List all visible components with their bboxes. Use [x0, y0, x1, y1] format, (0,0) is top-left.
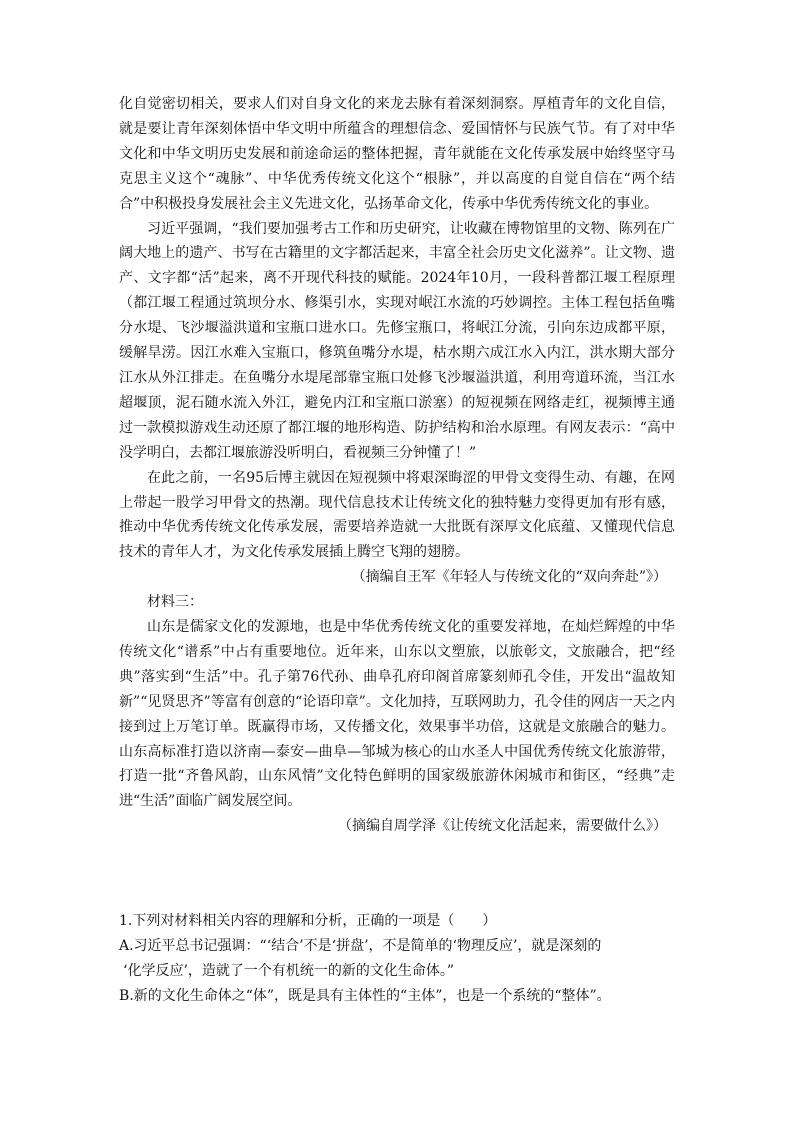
question-1-stem: 1.下列对材料相关内容的理解和分析，正确的一项是（ ）	[119, 913, 497, 929]
question-1-option-a-continued: ‘化学反应’，造就了一个有机统一的新的文化生命体。”	[123, 962, 455, 979]
source-citation-zhouxueze: （摘编自周学泽《让传统文化活起来，需要做什么》）	[338, 818, 667, 835]
question-1-option-a: A.习近平总书记强调：“‘结合’不是‘拼盘’，不是简单的‘物理反应’，就是深刻的	[119, 937, 602, 954]
source-citation-wangjun: （摘编自王军《年轻人与传统文化的“双向奔赴”》）	[351, 569, 667, 586]
paragraph-archaeology-dujiangyan: 习近平强调，“我们要加强考古工作和历史研究，让收藏在博物馆里的文物、陈列在广阔大地上的遗产、书写在古籍里的文字都活起来，丰富全社会历史文化滋养”。让文物、遗产、文字都“活”起来，离不开现代科技的赋能。2024年10月，一段科普都江堰工程原理（都江堰工程通过筑坝分水、修渠引水，实现对岷江水流的巧妙调控。主体工程包括鱼嘴分水堤、飞沙堰溢洪道和宝瓶口进水口。先修宝瓶口，将岷江分流，引向东边成都平原，缓解旱涝。因江水难入宝瓶口，修筑鱼嘴分水堤，枯水期六成江水入内江，洪水期大部分江水从外江排走。在鱼嘴分水堤尾部靠宝瓶口处修飞沙堰溢洪道，利用弯道环流，当江水超堰顶，泥石随水流入外江，避免内江和宝瓶口淤塞）的短视频在网络走红，视频博主通过一款模拟游戏生动还原了都江堰的地形构造、防护结构和治水原理。有网友表示：“高中没学明白，去都江堰旅游没听明白，看视频三分钟懂了！”	[119, 220, 675, 461]
paragraph-oracle-bone: 在此之前，一名95后博主就因在短视频中将艰深晦涩的甲骨文变得生动、有趣，在网上带起一股学习甲骨文的热潮。现代信息技术让传统文化的独特魅力变得更加有形有感，推动中华优秀传统文化传承发展，需要培养造就一大批既有深厚文化底蕴、又懂现代信息技术的青年人才，为文化传承发展插上腾空飞翔的翅膀。	[119, 469, 675, 561]
paragraph-cultural-confidence: 化自觉密切相关，要求人们对自身文化的来龙去脉有着深刻洞察。厚植青年的文化自信，就是要让青年深刻体悟中华文明中所蕴含的理想信念、爱国情怀与民族气节。有了对中华文化和中华文明历史发展和前途命运的整体把握，青年就能在文化传承发展中始终坚守马克思主义这个“魂脉”、中华优秀传统文化这个“根脉”，并以高度的自觉自信在“两个结合”中积极投身发展社会主义先进文化，弘扬革命文化，传承中华优秀传统文化的事业。	[119, 96, 675, 212]
question-block	[119, 909, 675, 1009]
paragraph-shandong: 山东是儒家文化的发源地，也是中华优秀传统文化的重要发祥地，在灿烂辉煌的中华传统文化“谱系”中占有重要地位。近年来，山东以文塑旅，以旅彰文，文旅融合，把“经典”落实到“生活”中。孔子第76代孙、曲阜孔府印阁首席篆刻师孔令佳，开发出“温故知新”“见贤思齐”等富有创意的“论语印章”。文化加持，互联网助力，孔令佳的网店一天之内接到过上万笔订单。既赢得市场，又传播文化，效果事半功倍，这就是文旅融合的魅力。山东高标准打造以济南—泰安—曲阜—邹城为核心的山水圣人中国优秀传统文化旅游带，打造一批“齐鲁风韵，山东风情”文化特色鲜明的国家级旅游休闲城市和街区，“经典”走进“生活”面临广阔发展空间。	[119, 619, 675, 810]
material-three-heading: 材料三：	[147, 594, 203, 611]
question-1-option-b: B.新的文化生命体之“体”，既是具有主体性的“主体”，也是一个系统的“整体”。	[119, 987, 611, 1004]
article-body	[119, 92, 675, 839]
